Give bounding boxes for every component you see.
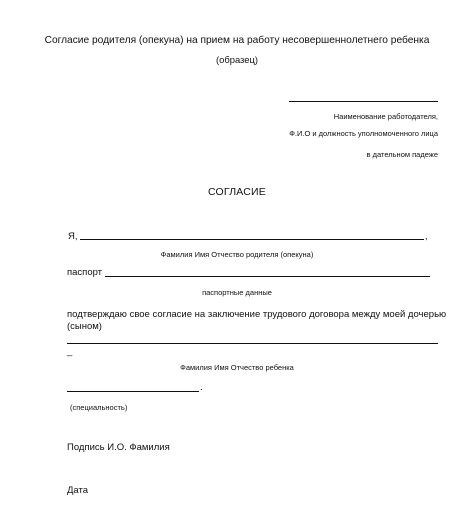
child-name-label: Фамилия Имя Отчество ребенка: [180, 363, 294, 372]
passport-prefix: паспорт: [67, 267, 103, 278]
date-label: Дата: [67, 485, 89, 496]
document-subtitle: (образец): [216, 54, 258, 65]
specialty-line-period: .: [200, 382, 203, 393]
child-line-dash: _: [67, 346, 73, 357]
child-name-input-line: [67, 343, 438, 344]
i-line-suffix: ,: [425, 231, 428, 242]
parent-name-input-line: [80, 239, 424, 240]
i-line-prefix: Я,: [68, 231, 78, 242]
employer-position-label: Ф.И.О и должность уполномоченного лица: [289, 129, 438, 138]
consent-text: подтверждаю свое согласие на заключение трудового договора между моей дочерью (сыном): [67, 309, 447, 332]
document-title: Согласие родителя (опекуна) на прием на работу несовершеннолетнего ребенка: [44, 35, 430, 46]
signature-line: Подпись И.О. Фамилия: [67, 442, 170, 453]
dative-case-label: в дательном падеже: [366, 150, 438, 159]
employer-signature-line: [289, 101, 438, 102]
parent-name-label: Фамилия Имя Отчество родителя (опекуна): [160, 250, 314, 259]
passport-input-line: [105, 276, 430, 277]
specialty-input-line: [67, 391, 199, 392]
employer-name-label: Наименование работодателя,: [333, 112, 438, 121]
consent-heading: СОГЛАСИЕ: [207, 186, 266, 198]
passport-label: паспортные данные: [202, 288, 272, 297]
specialty-label: (специальность): [70, 403, 128, 412]
